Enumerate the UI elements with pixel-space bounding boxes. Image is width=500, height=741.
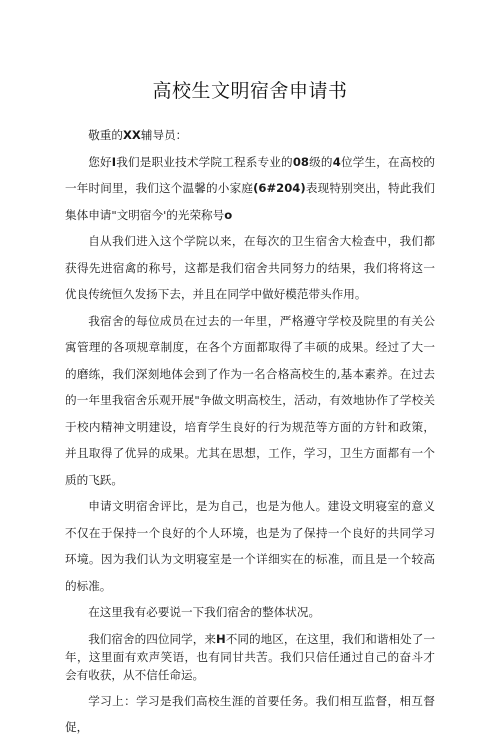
text-run: 不同的地区，在这里，我们和谐相处了一年，这里面有欢声笑语，也有同甘共苦。我们只信任通过自己的奋斗才会有收获，从不信任命运。	[65, 631, 435, 682]
text-run-bold: (6#204)	[253, 181, 306, 195]
salutation	[65, 122, 435, 149]
document-body	[65, 122, 435, 741]
paragraph-achievements: 我宿舍的每位成员在过去的一年里，严格遵守学校及院里的有关公寓管理的各项规章制度，在各个方面都取得了丰硕的成果。经过了大一的磨练，我们深刻地体会到了作为一名合格高校生的,基本素养。在过去的一年里我宿舍乐观开展"争做文明高校生，活动，有效地协作了学校关于校内精神文明建设，培育学生良好的行为规范等方面的方针和政策，并且取得了优异的成果。尤其在思想，工作，学习，卫生方面都有一个质的飞跃。	[65, 313, 435, 487]
text-run-bold: 08	[292, 154, 309, 169]
text-run: 我们宿舍的四位同学，来	[88, 631, 217, 646]
text-run: 级的	[308, 154, 333, 169]
paragraph-intro	[65, 149, 435, 229]
paragraph-study: 学习上：学习是我们高校生涯的首要任务。我们相互监督，相互督促，	[65, 693, 435, 734]
text-run-bold: I	[111, 154, 117, 169]
salutation-name: XX	[122, 128, 141, 142]
text-run: 表现特别突出，特此我们集体申请"文明宿今'的光荣称号	[65, 181, 435, 222]
text-run-bold: H	[216, 631, 226, 646]
text-run-bold: o	[224, 207, 233, 222]
text-run: 位学生，在高校的一年时间里，我们这个温馨的小家庭	[65, 154, 435, 195]
paragraph-purpose: 申请文明宿舍评比，是为自己，也是为他人。建设文明寝室的意义不仅在于保持一个良好的个人环境，也是为了保持一个良好的共同学习环境。因为我们认为文明寝室是一个详细实在的标准，而且是一个较高的标准。	[65, 499, 435, 593]
paragraph-hygiene: 自从我们进入这个学院以来，在每次的卫生宿舍大检查中，我们都获得先进宿禽的称号，这都是我们宿舍共同努力的结果，我们将将这一优良传统恒久发扬下去，并且在同学中做好模范带头作用。	[65, 234, 435, 301]
text-run: 您好	[88, 154, 112, 169]
salutation-post: 辅导员：	[140, 128, 188, 142]
paragraph-members	[65, 630, 435, 684]
document-title: 高校生文明宿舍申请书	[152, 80, 348, 102]
text-run-bold: 4	[332, 154, 341, 169]
salutation-pre: 敬重的	[88, 128, 123, 142]
text-run: 我们是职业技术学院工程系专业的	[116, 154, 293, 169]
paragraph-overview: 在这里我有必要说一下我们宿舍的整体状况。	[88, 605, 321, 619]
